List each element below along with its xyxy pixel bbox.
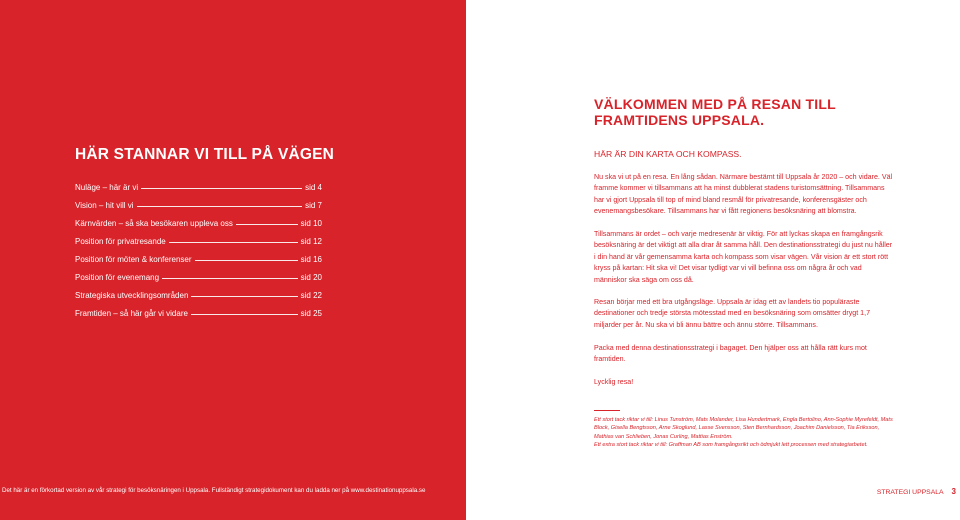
body-paragraph-2 xyxy=(594,229,894,286)
toc-entry[interactable] xyxy=(75,237,322,255)
toc-entry-page: sid 22 xyxy=(300,291,322,300)
credits-text: Ett stort tack riktar vi till: Linus Tunström, Mats Molander, Lisa Hundertmark, Engla Bertolino, Ann-Sophie Myrefeldt, Mats Block, Gisella Bengtsson, Arne Skoglund, Lasse Svensson, Sten Bernhardsson, Joachim Danielsson, Tia Eriksson, Mathias van Schlieben, Jonas Curling, Mattias Enström. xyxy=(594,417,893,440)
toc-title: HÄR STANNAR VI TILL PÅ VÄGEN xyxy=(75,146,335,163)
toc-leader-line xyxy=(162,278,298,279)
credits-divider xyxy=(594,410,620,411)
toc-entry[interactable] xyxy=(75,291,322,309)
toc-entry[interactable] xyxy=(75,255,322,273)
toc-entry-label: Vision – hit vill vi xyxy=(75,201,134,210)
toc-entry-label: Framtiden – så här går vi vidare xyxy=(75,309,188,318)
toc-leader-line xyxy=(141,188,302,189)
credits-block xyxy=(594,416,894,449)
toc-entry-page: sid 16 xyxy=(300,255,322,264)
right-panel xyxy=(466,0,960,520)
credits-text: Ett extra stort tack riktar vi till: Graffman AB som framgångsrikt och ödmjukt lett processen med strategiarbetet. xyxy=(594,441,868,448)
paragraph-text: Tillsammans är ordet – och varje medresenär är viktig. För att lyckas skapa en framgångsrik besöksnäring är det viktigt att alla drar åt samma håll. Den destinationsstrategi du just nu håller i din hand är vår gemensamma karta och kompass som visar vägen. Vår vision är ett stort rött kryss på kartan: Hit ska vi! Det visar tydligt var vi vill befinna oss om några år och vad människor ska säga om oss då. xyxy=(594,230,893,284)
page-footer xyxy=(866,487,960,496)
toc-leader-line xyxy=(169,242,298,243)
closing-text: Lycklig resa! xyxy=(594,378,634,386)
toc-entry-page: sid 4 xyxy=(305,183,322,192)
closing-line xyxy=(594,377,894,388)
page-subheading: HÄR ÄR DIN KARTA OCH KOMPASS. xyxy=(594,149,742,159)
footer-note: Det här är en förkortad version av vår strategi för besöksnäringen i Uppsala. Fullständigt strategidokument kan du ladda ner på www.destinationuppsala.se xyxy=(2,487,426,494)
toc-entry-page: sid 7 xyxy=(305,201,322,210)
paragraph-text: Packa med denna destinationsstrategi i bagaget. Den hjälper oss att hålla rätt kurs mot framtiden. xyxy=(594,344,867,364)
toc-entry[interactable] xyxy=(75,201,322,219)
toc-leader-line xyxy=(236,224,298,225)
toc-entry[interactable] xyxy=(75,309,322,327)
body-paragraph-1 xyxy=(594,172,894,218)
toc-entry[interactable] xyxy=(75,219,322,237)
toc-leader-line xyxy=(137,206,303,207)
toc-entry-label: Nuläge – här är vi xyxy=(75,183,139,192)
toc-entry-page: sid 10 xyxy=(300,219,322,228)
body-paragraph-4 xyxy=(594,343,894,366)
page-headline: VÄLKOMMEN MED PÅ RESAN TILL FRAMTIDENS UPPSALA. xyxy=(594,96,836,128)
table-of-contents xyxy=(75,183,322,327)
toc-entry-label: Position för privatresande xyxy=(75,237,166,246)
page-number: 3 xyxy=(951,487,956,496)
left-panel xyxy=(0,0,466,520)
toc-entry-page: sid 12 xyxy=(300,237,322,246)
toc-entry-label: Strategiska utvecklingsområden xyxy=(75,291,189,300)
toc-leader-line xyxy=(191,296,297,297)
toc-entry-page: sid 20 xyxy=(300,273,322,282)
paragraph-text: Resan börjar med ett bra utgångsläge. Uppsala är idag ett av landets tio populäraste destinationer och tredje största mötesstad med en besöksnäring som omsätter drygt 1,7 miljarder per år. Nu ska vi bli ännu bättre och ännu större. Tillsammans. xyxy=(594,298,871,329)
toc-entry-label: Position för möten & konferenser xyxy=(75,255,192,264)
toc-leader-line xyxy=(191,314,298,315)
toc-entry[interactable] xyxy=(75,183,322,201)
toc-entry-label: Position för evenemang xyxy=(75,273,160,282)
footer-publication-label: STRATEGI UPPSALA xyxy=(876,489,944,496)
paragraph-text: Nu ska vi ut på en resa. En lång sådan. Närmare bestämt till Uppsala år 2020 – och vidare. Väl framme kommer vi tillsammans att ha minst dubblerat stadens turistomsättning. Tillsammans har vi gjort Uppsala till top of mind bland resmål för privatresande, konferensgäster och evenemangsbesökare. Tillsammans har vi fått regionens besöksnäring att blomstra. xyxy=(594,173,893,216)
body-paragraph-3 xyxy=(594,297,894,331)
toc-entry-label: Kärnvärden – så ska besökaren uppleva oss xyxy=(75,219,233,228)
toc-entry[interactable] xyxy=(75,273,322,291)
toc-leader-line xyxy=(195,260,298,261)
toc-entry-page: sid 25 xyxy=(300,309,322,318)
